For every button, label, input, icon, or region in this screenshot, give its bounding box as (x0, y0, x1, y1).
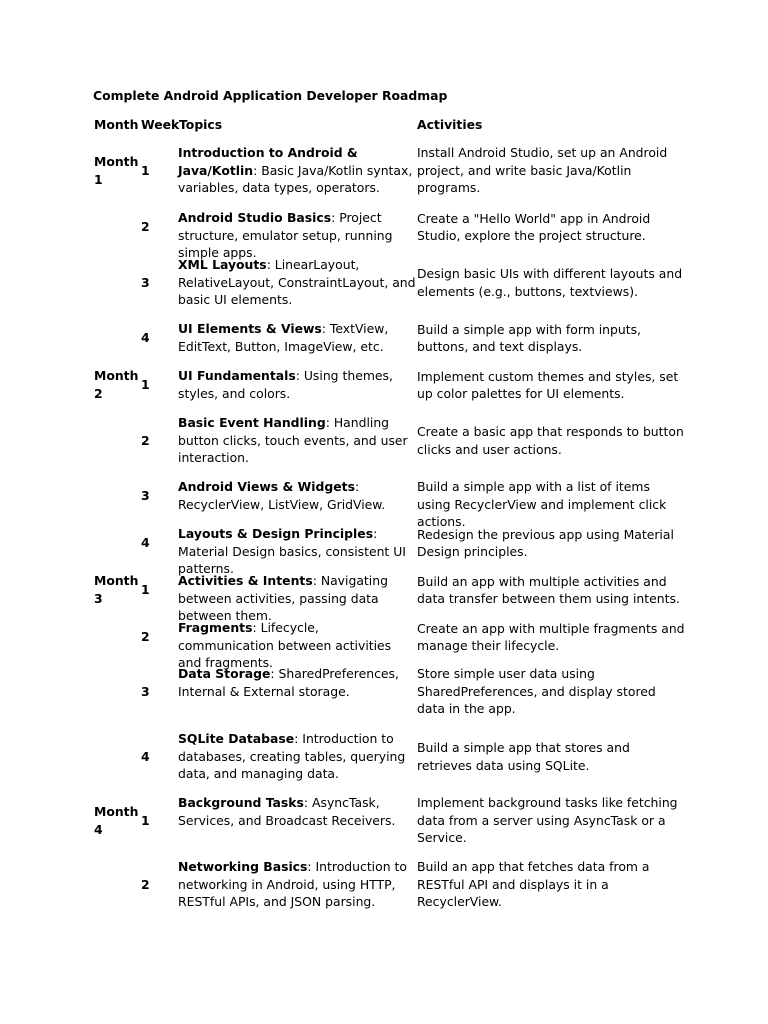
topic-cell (178, 414, 418, 467)
topic-cell (178, 730, 418, 783)
topic-title: UI Elements & Views (178, 321, 322, 336)
activity-cell: Build an app with multiple activities and data transfer between them using intents. (417, 573, 680, 606)
table-row (0, 525, 768, 576)
week-cell: 2 (141, 629, 150, 644)
topic-title: Introduction to Android & Java/Kotlin (178, 145, 358, 178)
topic-title: Networking Basics (178, 859, 308, 874)
header-week: Week (141, 117, 180, 132)
topic-cell (178, 572, 418, 625)
topic-title: Data Storage (178, 666, 271, 681)
document-title: Complete Android Application Developer Roadmap (93, 88, 448, 103)
topic-cell (178, 794, 418, 829)
week-cell: 1 (141, 812, 150, 828)
topic-cell (178, 209, 418, 262)
month-cell: Month 2 (94, 368, 139, 401)
table-row (0, 619, 768, 670)
topic-description: : Lifecycle, communication between activities and fragments. (178, 620, 392, 670)
table-row (0, 144, 768, 197)
week-cell: 4 (141, 535, 150, 550)
topic-cell (178, 858, 418, 911)
week-cell: 3 (141, 488, 150, 503)
topic-cell (178, 665, 418, 700)
week-cell: 1 (141, 582, 150, 597)
week-cell: 2 (141, 876, 150, 892)
activity-cell: Implement custom themes and styles, set up color palettes for UI elements. (417, 368, 679, 401)
topic-title: Fragments (178, 620, 253, 635)
table-row (0, 256, 768, 309)
table-row (0, 478, 768, 529)
table-row (0, 414, 768, 467)
topic-title: SQLite Database (178, 731, 295, 746)
week-cell: 2 (141, 432, 150, 448)
table-row (0, 858, 768, 911)
week-cell: 3 (141, 683, 150, 699)
activity-cell: Install Android Studio, set up an Android project, and write basic Java/Kotlin programs. (417, 145, 668, 195)
topic-title: Android Studio Basics (178, 210, 332, 225)
week-cell: 4 (141, 330, 150, 345)
topic-cell (178, 478, 418, 513)
table-row (0, 730, 768, 783)
topic-description: : RecyclerView, ListView, GridView. (178, 479, 386, 512)
topic-cell (178, 320, 418, 355)
topic-description: : TextView, EditText, Button, ImageView, etc. (178, 321, 389, 354)
topic-cell (178, 144, 418, 197)
topic-description: : Handling button clicks, touch events, and user interaction. (178, 415, 408, 465)
topic-title: Background Tasks (178, 795, 304, 810)
topic-title: Basic Event Handling (178, 415, 326, 430)
table-row (0, 209, 768, 260)
activity-cell: Design basic UIs with different layouts and elements (e.g., buttons, textviews). (417, 266, 683, 299)
activity-cell: Redesign the previous app using Material Design principles. (417, 526, 674, 559)
activity-cell: Implement background tasks like fetching data from a server using AsyncTask or a Service. (417, 795, 678, 845)
topic-title: Layouts & Design Principles (178, 526, 374, 541)
table-row (0, 665, 768, 718)
topic-cell (178, 256, 418, 309)
topic-description: : Navigating between activities, passing data between them. (178, 573, 388, 623)
week-cell: 3 (141, 274, 150, 290)
week-cell: 1 (141, 162, 150, 178)
activity-cell: Build an app that fetches data from a RESTful API and displays it in a RecyclerView. (417, 859, 650, 909)
topic-description: : Introduction to networking in Android, using HTTP, RESTful APIs, and JSON parsing. (178, 859, 407, 909)
activity-cell: Store simple user data using SharedPreferences, and display stored data in the app. (417, 666, 656, 716)
topic-description: : Using themes, styles, and colors. (178, 368, 393, 401)
week-cell: 2 (141, 219, 150, 234)
topic-title: XML Layouts (178, 257, 267, 272)
topic-description: : Material Design basics, consistent UI patterns. (178, 526, 406, 576)
activity-cell: Build a simple app that stores and retrieves data using SQLite. (417, 740, 630, 773)
topic-description: : LinearLayout, RelativeLayout, ConstraintLayout, and basic UI elements. (178, 257, 416, 307)
table-row (0, 320, 768, 356)
topic-cell (178, 619, 418, 672)
table-row (0, 367, 768, 403)
activity-cell: Create a "Hello World" app in Android Studio, explore the project structure. (417, 210, 651, 243)
topic-description: : AsyncTask, Services, and Broadcast Receivers. (178, 795, 396, 828)
activity-cell: Create an app with multiple fragments and manage their lifecycle. (417, 620, 685, 653)
topic-description: : Introduction to databases, creating tables, querying data, and managing data. (178, 731, 406, 781)
activity-cell: Build a simple app with form inputs, buttons, and text displays. (417, 321, 641, 354)
header-activities: Activities (417, 117, 483, 132)
topic-title: Activities & Intents (178, 573, 313, 588)
topic-cell (178, 525, 418, 578)
table-row (0, 794, 768, 847)
topic-title: Android Views & Widgets (178, 479, 355, 494)
month-cell: Month 4 (94, 804, 139, 837)
month-cell: Month 3 (94, 573, 139, 606)
topic-description: : Project structure, emulator setup, running simple apps. (178, 210, 393, 260)
header-month: Month (94, 117, 139, 132)
activity-cell: Build a simple app with a list of items using RecyclerView and implement click actions. (417, 479, 667, 529)
topic-description: : SharedPreferences, Internal & External storage. (178, 666, 399, 699)
week-cell: 4 (141, 748, 150, 764)
month-cell: Month 1 (94, 154, 139, 187)
table-row (0, 572, 768, 623)
topic-title: UI Fundamentals (178, 368, 296, 383)
week-cell: 1 (141, 377, 150, 392)
activity-cell: Create a basic app that responds to button clicks and user actions. (417, 424, 684, 457)
topic-cell (178, 367, 418, 402)
topic-description: : Basic Java/Kotlin syntax, variables, data types, operators. (178, 162, 413, 195)
header-topics: Topics (179, 117, 223, 132)
